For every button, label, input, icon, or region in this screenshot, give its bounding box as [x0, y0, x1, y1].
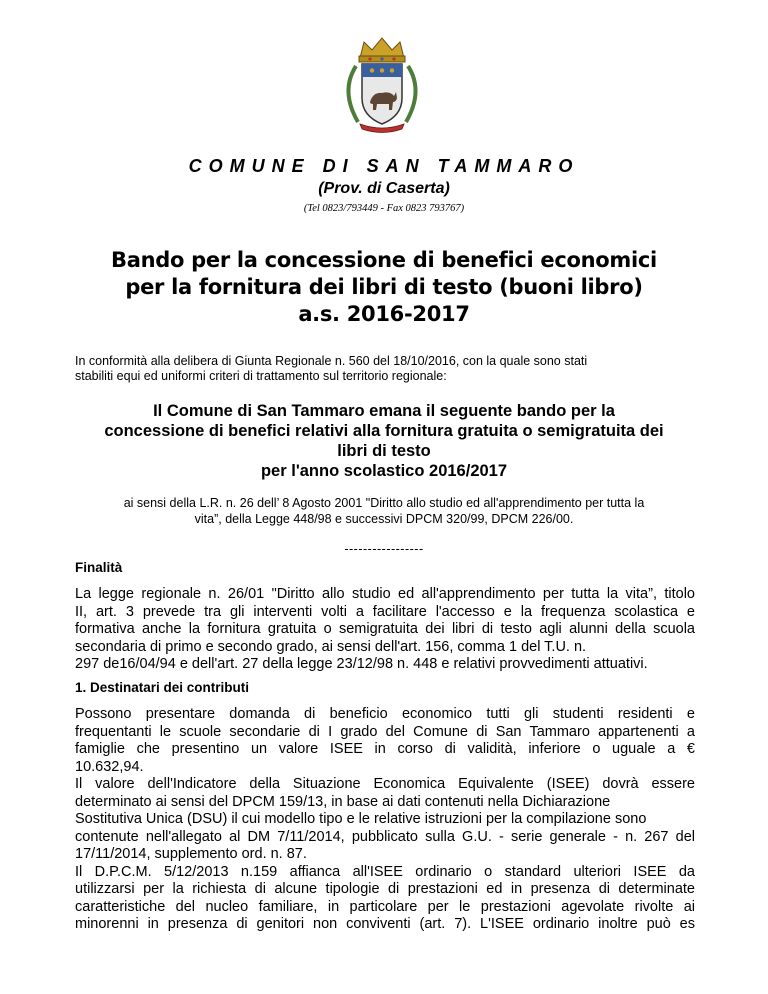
paragraph-line: utilizzarsi per la richiesta di alcune tipologie di prestazioni ed in presenza di determinate: [75, 881, 695, 897]
destinatari-paragraph: [75, 706, 695, 934]
notice-title-line: a.s. 2016-2017: [298, 302, 470, 326]
law-reference-line: ai sensi della L.R. n. 26 dell’ 8 Agosto 2001 "Diritto allo studio ed all'apprendimento per tutta la: [123, 496, 645, 510]
section-heading-destinatari: 1. Destinatari dei contributi: [75, 680, 250, 695]
announcement-line: Il Comune di San Tammaro emana il seguente bando per la: [153, 402, 615, 420]
municipality-name: COMUNE DI SAN TAMMARO: [188, 156, 580, 176]
paragraph-line: Sostitutiva Unica (DSU) il cui modello tipo e le relative istruzioni per la compilazione sono: [75, 811, 647, 827]
finalita-paragraph: [75, 586, 695, 674]
notice-title: [0, 247, 768, 328]
paragraph-line: contenute nell'allegato al DM 7/11/2014, pubblicato sulla G.U. - serie generale - n. 267 del: [75, 828, 695, 845]
paragraph-line: Il valore dell'Indicatore della Situazione Economica Equivalente (ISEE) dovrà essere: [75, 776, 695, 792]
law-reference: [0, 495, 768, 527]
intro-line: stabiliti equi ed uniformi criteri di trattamento sul territorio regionale:: [75, 369, 447, 383]
paragraph-line: Possono presentare domanda di beneficio economico tutti gli studenti residenti e: [75, 706, 695, 722]
announcement: [0, 401, 768, 481]
announcement-line: per l'anno scolastico 2016/2017: [260, 462, 508, 480]
announcement-line: libri di testo: [337, 442, 431, 460]
notice-title-line: Bando per la concessione di benefici economici: [111, 248, 657, 272]
section-heading-finalita: Finalità: [75, 560, 123, 575]
municipal-crest-icon: [326, 36, 438, 136]
contact-info: (Tel 0823/793449 - Fax 0823 793767): [303, 203, 465, 214]
intro-line: In conformità alla delibera di Giunta Regionale n. 560 del 18/10/2016, con la quale sono stati: [75, 354, 588, 368]
paragraph-line: 297 de16/04/94 e dell'art. 27 della legge 23/12/98 n. 448 e relativi provvedimenti attuativi.: [75, 656, 648, 672]
province-label: (Prov. di Caserta): [318, 180, 450, 197]
paragraph-line: 10.632,94.: [75, 758, 144, 775]
paragraph-line: II, art. 3 prevede tra gli interventi volti a facilitare l'accesso e la frequenza scolastica e: [75, 603, 695, 620]
paragraph-line: Il D.P.C.M. 5/12/2013 n.159 affianca all'ISEE ordinario o standard ulteriori ISEE da: [75, 863, 695, 880]
paragraph-line: minorenni in presenza di genitori non conviventi (art. 7). L'ISEE ordinario inoltre può es: [75, 916, 695, 932]
paragraph-line: determinato ai sensi del DPCM 159/13, in base ai dati contenuti nella Dichiarazione: [75, 793, 611, 810]
separator-line: -----------------: [344, 542, 424, 556]
paragraph-line: famiglie che presentino un valore ISEE in corso di validità, inferiore o uguale a €: [75, 741, 695, 757]
paragraph-line: 17/11/2014, supplemento ord. n. 87.: [75, 846, 307, 862]
law-reference-line: vita”, della Legge 448/98 e successivi DPCM 320/99, DPCM 226/00.: [194, 512, 574, 526]
notice-title-line: per la fornitura dei libri di testo (buoni libro): [125, 275, 643, 299]
announcement-line: concessione di benefici relativi alla fornitura gratuita o semigratuita dei: [104, 422, 664, 440]
paragraph-line: caratteristiche del nucleo familiare, in particolare per le prestazioni agevolate rivolte ai: [75, 898, 695, 915]
paragraph-line: formativa anche la fornitura gratuita o semigratuita dei libri di testo agli alunni della scuola: [75, 621, 695, 637]
paragraph-line: frequentanti le scuole secondarie di I grado del Comune di San Tammaro appartenenti a: [75, 723, 695, 740]
paragraph-line: La legge regionale n. 26/01 "Diritto allo studio ed all'apprendimento per tutta la vita”, titolo: [75, 586, 695, 602]
paragraph-line: secondaria di primo e secondo grado, ai sensi dell'art. 156, comma 1 del T.U. n.: [75, 638, 587, 655]
intro-paragraph: [75, 354, 700, 384]
